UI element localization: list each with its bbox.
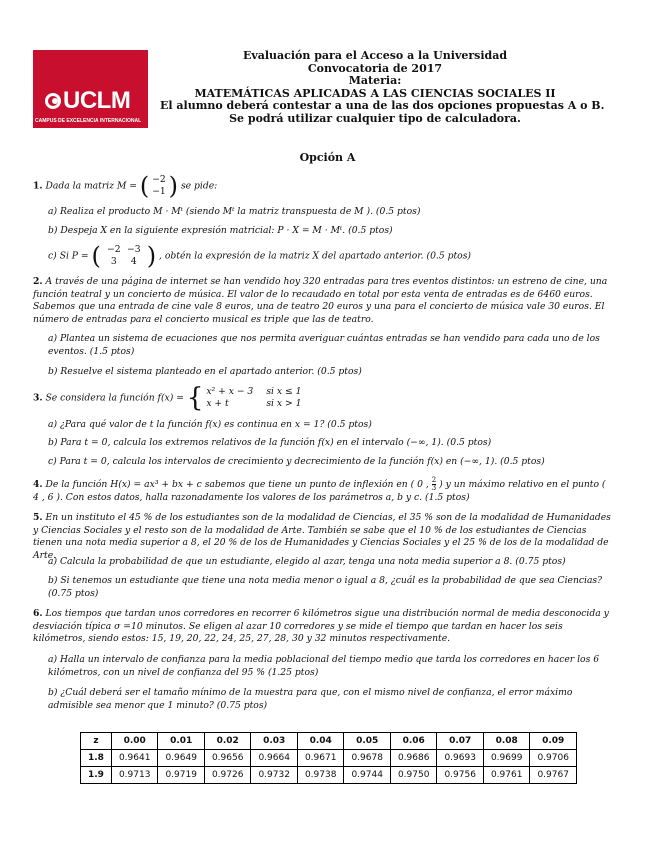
q4-text-2: ) y un máximo relativo en el punto ( 4 , 6 ). Con estos datos, halla razonadamente los valores de los parámetros a, b y c. (1.5 ptos): [33, 479, 606, 503]
table-cell: 0.9732: [251, 767, 298, 784]
q1-text-pre: Dada la matriz M =: [45, 180, 137, 192]
logo-dot-icon: [52, 98, 58, 104]
q3-part-a: a) ¿Para qué valor de t la función f(x) es continua en x = 1? (0.5 ptos): [48, 419, 372, 430]
matrix-p-cell: 3: [110, 256, 117, 267]
piece-cond: si x > 1: [266, 398, 302, 409]
table-cell: 0.9750: [390, 767, 437, 784]
piece-cond: si x ≤ 1: [266, 386, 302, 397]
table-cell: 0.9756: [437, 767, 484, 784]
q1-c-pre: c) Si P =: [48, 250, 89, 262]
question-3: [33, 382, 611, 413]
question-4: [33, 477, 611, 505]
header-line-6: Se podrá utilizar cualquier tipo de calculadora.: [229, 111, 521, 125]
q1-c-post: , obtén la expresión de la matriz X del apartado anterior. (0.5 ptos): [159, 250, 471, 262]
question-number: 5.: [33, 512, 43, 523]
header-line-4: MATEMÁTICAS APLICADAS A LAS CIENCIAS SOCIALES II: [194, 86, 556, 100]
table-header-cell: 0.04: [297, 733, 344, 750]
table-cell: 0.9686: [390, 750, 437, 767]
q2-text: A través de una página de internet se han vendido hoy 320 entradas para tres eventos distintos: un estreno de cine, una función teatral y un concierto de música. El valor de lo recaudado en total por esta venta de entradas es de 6460 euros. Sabemos que una entrada de cine vale 8 euros, una de teatro 20 euros y una para el concierto de música vale 30 euros. El número de entradas para el concierto musical es triple que las de teatro.: [33, 276, 608, 325]
table-cell: 0.9761: [483, 767, 530, 784]
matrix-p-cell: −3: [127, 244, 141, 255]
table-cell: 0.9767: [530, 767, 577, 784]
table-cell: 0.9656: [204, 750, 251, 767]
matrix-m: ( −2 −1 ): [139, 171, 179, 200]
table-cell: 0.9744: [344, 767, 391, 784]
table-header-cell: z: [81, 733, 112, 750]
q6-text: Los tiempos que tardan unos corredores en recorrer 6 kilómetros sigue una distribución normal de media desconocida y desviación típica σ =10 minutos. Se eligen al azar 10 corredores y se mide el tiempo que tardan en hacer los seis kilómetros, siendo estos: 15, 19, 20, 22, 24, 25, 27, 28, 30 y 32 minutos respectivamente.: [33, 608, 609, 645]
table-cell: 0.9699: [483, 750, 530, 767]
table-cell: 0.9738: [297, 767, 344, 784]
table-header-cell: 0.02: [204, 733, 251, 750]
table-header-cell: 0.05: [344, 733, 391, 750]
option-title: Opción A: [299, 151, 356, 164]
logo-brand: UCLM: [63, 87, 131, 114]
matrix-m-cell: −1: [152, 186, 166, 197]
q1-part-a: a) Realiza el producto M · Mᵗ (siendo Mᵗ la matriz transpuesta de M ). (0.5 ptos): [48, 206, 421, 217]
question-5: [33, 512, 611, 562]
table-header-cell: 0.09: [530, 733, 577, 750]
q4-text-1: De la función H(x) = ax³ + bx + c sabemos que tiene un punto de inflexión en ( 0 ,: [45, 479, 432, 490]
table-cell: 0.9641: [111, 750, 158, 767]
table-cell: 0.9678: [344, 750, 391, 767]
q1-part-c: [48, 241, 611, 270]
header-line-5: El alumno deberá contestar a una de las dos opciones propuestas A o B.: [160, 99, 605, 112]
question-6: [33, 608, 611, 646]
matrix-p-cell: −2: [107, 244, 121, 255]
exam-header: [160, 49, 605, 125]
table-header-cell: 0.00: [111, 733, 158, 750]
table-cell: 0.9719: [158, 767, 205, 784]
q3-part-b: b) Para t = 0, calcula los extremos relativos de la función f(x) en el intervalo (−∞, 1). (0.5 ptos): [48, 437, 492, 448]
normal-distribution-table: [80, 732, 577, 784]
q2-part-a: a) Plantea un sistema de ecuaciones que nos permita averiguar cuántas entradas se han vendido para cada uno de los eventos. (1.5 ptos): [48, 333, 600, 357]
table-header-cell: 0.01: [158, 733, 205, 750]
table-cell: 0.9726: [204, 767, 251, 784]
q5-part-a: a) Calcula la probabilidad de que un estudiante, elegido al azar, tenga una nota media superior a 8. (0.75 ptos): [48, 556, 566, 567]
table-row: [81, 767, 577, 784]
q6-part-b: b) ¿Cuál deberá ser el tamaño mínimo de la muestra para que, con el mismo nivel de confianza, el error máximo admisible sea menor que 1 minuto? (0.75 ptos): [48, 687, 573, 711]
q2-part-b: b) Resuelve el sistema planteado en el apartado anterior. (0.5 ptos): [48, 366, 362, 377]
question-number: 2.: [33, 276, 43, 287]
header-line-1: Evaluación para el Acceso a la Universidad: [242, 49, 508, 62]
q5-text: En un instituto el 45 % de los estudiantes son de la modalidad de Ciencias, el 35 % son de la modalidad de Humanidades y Ciencias Sociales y el resto son de la modalidad de Arte. También se sabe que el 10 % de los estudiantes de Ciencias tienen una nota media superior a 8, el 20 % de los de Humanidades y Ciencias Sociales y el 25 % de los de la modalidad de Arte.: [33, 512, 611, 561]
q5-part-b: b) Si tenemos un estudiante que tiene una nota media menor o igual a 8, ¿cuál es la probabilidad de que sea Ciencias? (0.75 ptos): [48, 575, 603, 599]
q3-text-pre: Se considera la función f(x) =: [45, 392, 184, 404]
piece-expr: x² + x − 3: [206, 386, 254, 397]
table-header-row: [81, 733, 577, 750]
piece-expr: x + t: [206, 398, 229, 409]
header-line-2: Convocatoria de 2017: [307, 61, 443, 75]
q6-part-a: a) Halla un intervalo de confianza para la media poblacional del tiempo medio que tarda los corredores en hacer los 6 kilómetros, con un nivel de confianza del 95 % (1.25 ptos): [48, 654, 600, 678]
header-line-3: Materia:: [348, 74, 402, 87]
q3-part-c: c) Para t = 0, calcula los intervalos de crecimiento y decrecimiento de la función f(x) en (−∞, 1). (0.5 ptos): [48, 456, 545, 467]
table-header-cell: 0.06: [390, 733, 437, 750]
fraction-denominator: 3: [431, 484, 437, 492]
table-cell: 0.9706: [530, 750, 577, 767]
table-header-cell: 0.07: [437, 733, 484, 750]
question-2: [33, 276, 611, 326]
question-number: 1.: [33, 180, 43, 192]
question-number: 3.: [33, 392, 43, 404]
table-header-cell: 0.08: [483, 733, 530, 750]
q1-part-b: b) Despeja X en la siguiente expresión matricial: P · X = M · Mᵗ. (0.5 ptos): [48, 225, 393, 236]
uclm-logo: [33, 50, 148, 128]
q1-text-post: se pide:: [180, 180, 218, 192]
table-cell: 0.9664: [251, 750, 298, 767]
matrix-p: ( −2 −3 3 4 ): [91, 241, 157, 270]
table-cell: 1.9: [81, 767, 112, 784]
table-cell: 0.9649: [158, 750, 205, 767]
question-1: [33, 171, 611, 200]
table-cell: 0.9713: [111, 767, 158, 784]
table-cell: 0.9671: [297, 750, 344, 767]
table-row: [81, 750, 577, 767]
piecewise-function: { x² + x − 3 si x ≤ 1 x + t si x > 1: [186, 382, 302, 413]
table-cell: 0.9693: [437, 750, 484, 767]
table-cell: 1.8: [81, 750, 112, 767]
matrix-p-cell: 4: [130, 256, 137, 267]
matrix-m-cell: −2: [152, 174, 166, 185]
table-header-cell: 0.03: [251, 733, 298, 750]
question-number: 6.: [33, 608, 43, 619]
logo-tagline: CAMPUS DE EXCELENCIA INTERNACIONAL: [35, 118, 142, 124]
fraction-numerator: 2: [431, 476, 437, 484]
question-number: 4.: [33, 479, 43, 490]
